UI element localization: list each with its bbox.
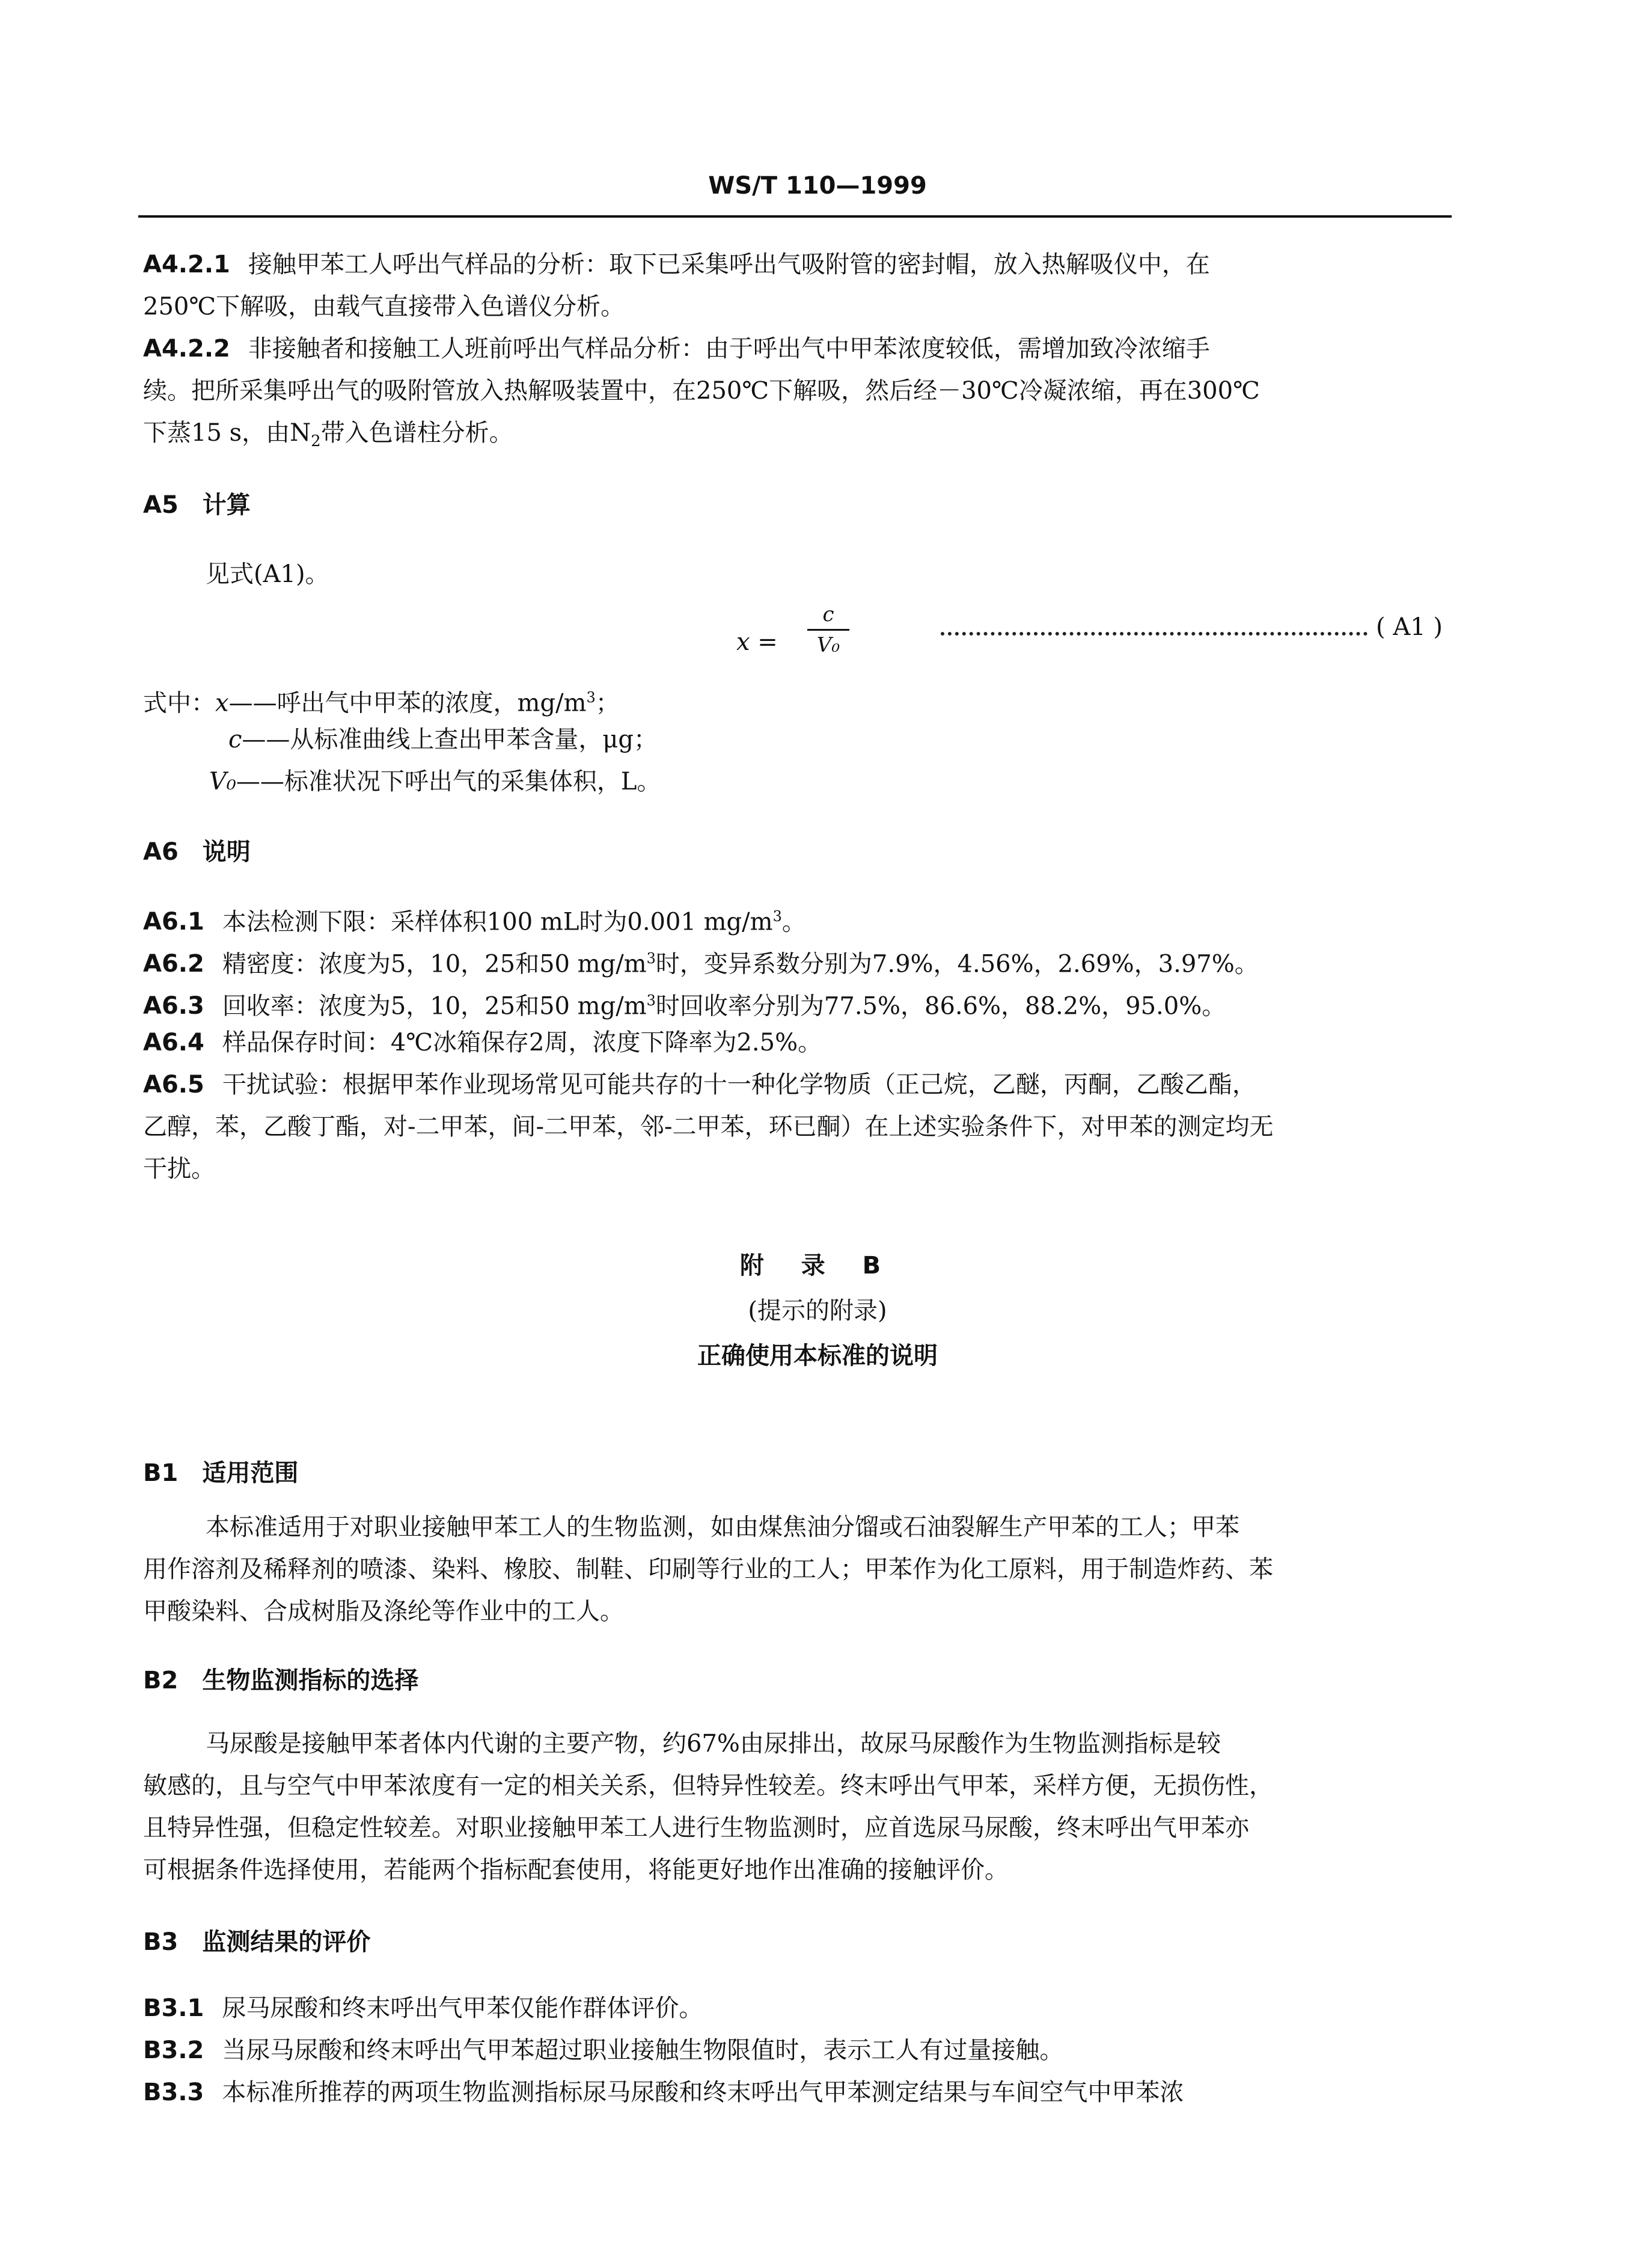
- section-number-a6: A6: [143, 838, 179, 866]
- section-title-b2: 生物监测指标的选择: [202, 1667, 419, 1694]
- definition-c-text: ——从标准曲线上查出甲苯含量，μg；: [242, 726, 658, 753]
- paragraph-b1-line3: 甲酸染料、合成树脂及涤纶等作业中的工人。: [143, 1598, 624, 1625]
- paragraph-b1-line1: 本标准适用于对职业接触甲苯工人的生物监测，如由煤焦油分馏或石油裂解生产甲苯的工人；甲苯: [206, 1513, 1239, 1541]
- formula-number: ( A1 ): [1376, 613, 1443, 641]
- clause-text-b32: 当尿马尿酸和终末呼出气甲苯超过职业接触生物限值时，表示工人有过量接触。: [222, 2037, 1064, 2064]
- definition-c: [228, 722, 1539, 758]
- clause-text-a63: 回收率：浓度为5，10，25和50 mg/m: [222, 992, 647, 1020]
- clause-text-a61: 本法检测下限：采样体积100 mL时为0.001 mg/m: [222, 908, 773, 936]
- clause-a63: [143, 982, 1453, 1024]
- paragraph-b2-line4: 可根据条件选择使用，若能两个指标配套使用，将能更好地作出准确的接触评价。: [143, 1856, 1009, 1884]
- clause-b33: [143, 2074, 1453, 2110]
- paragraph-a421-line2: 250℃下解吸，由载气直接带入色谱仪分析。: [143, 293, 625, 320]
- clause-text-b33: 本标准所推荐的两项生物监测指标尿马尿酸和终末呼出气甲苯测定结果与车间空气中甲苯浓: [222, 2079, 1184, 2106]
- clause-label-a63: A6.3: [143, 992, 204, 1020]
- section-title-b1: 适用范围: [202, 1459, 299, 1487]
- section-heading-b2: [143, 1663, 1453, 1699]
- formula-denominator: V₀: [816, 633, 840, 657]
- paragraph-b1-line2: 用作溶剂及稀释剂的喷漆、染料、橡胶、制鞋、印刷等行业的工人；甲苯作为化工原料，用于制造炸药、苯: [143, 1555, 1273, 1583]
- clause-a64: [143, 1025, 1453, 1061]
- clause-end-a62: 时，变异系数分别为7.9%，4.56%，2.69%，3.97%。: [655, 950, 1259, 978]
- clause-end-a63: 时回收率分别为77.5%，86.6%，88.2%，95.0%。: [655, 992, 1226, 1020]
- definition-intro: 式中：: [143, 689, 215, 717]
- clause-text-a422-3b: 带入色谱柱分析。: [320, 419, 513, 447]
- clause-label-a65: A6.5: [143, 1071, 204, 1099]
- paragraph-a422-line1: [143, 331, 1453, 367]
- section-title-a5: 计算: [202, 491, 251, 519]
- section-heading-a6: [143, 834, 1453, 870]
- clause-label-b31: B3.1: [143, 1994, 204, 2022]
- symbol-x: x: [215, 689, 229, 717]
- definition-x-text: ——呼出气中甲苯的浓度，mg/m: [228, 689, 587, 717]
- section-heading-a5: [143, 487, 1453, 523]
- clause-label-a421: A4.2.1: [143, 251, 230, 278]
- standard-code-header: WS/T 110—1999: [708, 172, 927, 200]
- clause-text-a64: 样品保存时间：4℃冰箱保存2周，浓度下降率为2.5%。: [222, 1029, 822, 1056]
- definition-x-end: ；: [595, 689, 620, 717]
- clause-a65-line3: 干扰。: [143, 1155, 215, 1183]
- clause-text-a422-1: 非接触者和接触工人班前呼出气样品分析：由于呼出气中甲苯浓度较低，需增加致冷浓缩手: [248, 335, 1210, 363]
- superscript-3: 3: [646, 950, 656, 967]
- section-number-a5: A5: [143, 491, 179, 519]
- definition-v0: [209, 764, 1520, 800]
- section-heading-b3: [143, 1924, 1453, 1960]
- subscript-2: 2: [311, 432, 321, 450]
- clause-b31: [143, 1990, 1453, 2026]
- paragraph-b2-line1: 马尿酸是接触甲苯者体内代谢的主要产物，约67%由尿排出，故尿马尿酸作为生物监测指标是较: [206, 1730, 1221, 1758]
- paragraph-a422-line3: [143, 415, 1453, 459]
- section-number-b3: B3: [143, 1928, 179, 1956]
- formula-lhs: x =: [736, 628, 778, 656]
- clause-a62: [143, 940, 1453, 982]
- paragraph-a422-line2: 续。把所采集呼出气的吸附管放入热解吸装置中，在250℃下解吸，然后经－30℃冷凝浓缩，再在300℃: [143, 377, 1260, 405]
- clause-text-a65-1: 干扰试验：根据甲苯作业现场常见可能共存的十一种化学物质（正己烷，乙醚，丙酮，乙酸乙酯，: [222, 1071, 1256, 1099]
- clause-text-a421-1: 接触甲苯工人呼出气样品的分析：取下已采集呼出气吸附管的密封帽，放入热解吸仪中，在: [248, 251, 1210, 278]
- dot-leader: [941, 619, 1368, 636]
- section-number-b1: B1: [143, 1459, 179, 1487]
- paragraph-b2-line2: 敏感的，且与空气中甲苯浓度有一定的相关关系，但特异性较差。终末呼出气甲苯，采样方便，无损伤性，: [143, 1772, 1273, 1800]
- section-number-b2: B2: [143, 1667, 179, 1694]
- clause-label-b33: B3.3: [143, 2079, 204, 2106]
- clause-text-a422-3a: 下蒸15 s，由N: [143, 419, 311, 447]
- section-heading-b1: [143, 1455, 1453, 1491]
- paragraph-a421-line1: [143, 247, 1453, 283]
- formula-fraction: [807, 601, 849, 658]
- definition-x: [143, 679, 1453, 721]
- header-rule: [138, 215, 1452, 218]
- formula-numerator: c: [822, 602, 834, 627]
- appendix-title: 附 录 B: [739, 1252, 896, 1280]
- clause-b32: [143, 2032, 1453, 2068]
- superscript-3: 3: [586, 689, 596, 706]
- formula-number-row: [941, 613, 1443, 641]
- appendix-subtitle: (提示的附录): [748, 1297, 887, 1325]
- clause-label-a422: A4.2.2: [143, 335, 230, 363]
- clause-label-a64: A6.4: [143, 1029, 204, 1056]
- section-title-b3: 监测结果的评价: [202, 1928, 371, 1956]
- clause-label-b32: B3.2: [143, 2037, 204, 2064]
- clause-text-a62: 精密度：浓度为5，10，25和50 mg/m: [222, 950, 647, 978]
- clause-label-a62: A6.2: [143, 950, 204, 978]
- superscript-3: 3: [646, 992, 656, 1009]
- superscript-3: 3: [772, 908, 782, 925]
- clause-text-b31: 尿马尿酸和终末呼出气甲苯仅能作群体评价。: [222, 1994, 703, 2022]
- fraction-bar: [807, 629, 849, 631]
- paragraph-b2-line3: 且特异性强，但稳定性较差。对职业接触甲苯工人进行生物监测时，应首选尿马尿酸，终末呼出气甲苯亦: [143, 1814, 1249, 1842]
- clause-a65-line2: 乙醇，苯，乙酸丁酯，对-二甲苯，间-二甲苯，邻-二甲苯，环已酮）在上述实验条件下，对甲苯的测定均无: [143, 1113, 1274, 1141]
- clause-a65-line1: [143, 1067, 1453, 1103]
- definition-v0-text: ——标准状况下呼出气的采集体积，L。: [236, 768, 661, 795]
- appendix-heading: 正确使用本标准的说明: [697, 1342, 938, 1370]
- symbol-v0: V₀: [209, 768, 236, 795]
- section-title-a6: 说明: [202, 838, 251, 866]
- formula-reference-text: 见式(A1)。: [206, 560, 329, 588]
- clause-end-a61: 。: [781, 908, 806, 936]
- clause-label-a61: A6.1: [143, 908, 204, 936]
- symbol-c: c: [228, 726, 242, 753]
- clause-a61: [143, 898, 1453, 940]
